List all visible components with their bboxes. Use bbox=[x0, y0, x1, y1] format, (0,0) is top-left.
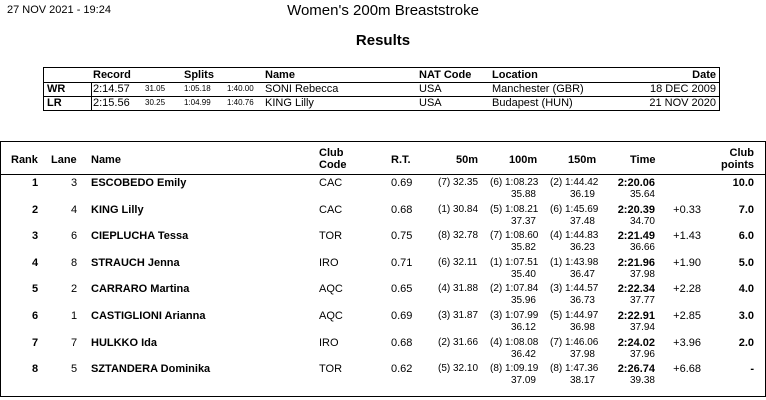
result-split-50: (3) 31.87 bbox=[438, 310, 479, 321]
record-location: Budapest (HUN) bbox=[492, 97, 573, 109]
result-club-code: CAC bbox=[319, 177, 343, 189]
results-col-50m: 50m bbox=[456, 154, 479, 166]
result-swimmer-name: HULKKO Ida bbox=[91, 336, 157, 349]
result-lane: 1 bbox=[71, 310, 78, 322]
record-nat: USA bbox=[419, 83, 442, 95]
records-col-date: Date bbox=[692, 69, 716, 81]
results-col-lane: Lane bbox=[51, 154, 77, 166]
result-split-150-lap: 37.48 bbox=[569, 215, 595, 227]
result-split-100-lap: 35.82 bbox=[510, 242, 536, 254]
results-col-club-2: Code bbox=[319, 159, 347, 171]
result-swimmer-name: STRAUCH Jenna bbox=[91, 256, 180, 269]
result-split-150: (3) 1:44.57 bbox=[550, 283, 599, 295]
result-club-code: IRO bbox=[319, 336, 339, 349]
result-rank: 1 bbox=[32, 177, 39, 189]
result-split-150-lap: 36.23 bbox=[569, 242, 595, 254]
result-reaction-time: 0.62 bbox=[391, 363, 413, 376]
result-swimmer-name: SZTANDERA Dominika bbox=[91, 363, 211, 376]
result-row bbox=[1, 230, 765, 257]
result-split-100-lap: 36.42 bbox=[510, 348, 536, 360]
result-final-lap: 39.38 bbox=[629, 375, 655, 387]
record-type: LR bbox=[47, 97, 62, 109]
record-time: 2:15.56 bbox=[93, 97, 130, 109]
record-nat: USA bbox=[419, 97, 442, 109]
result-time-behind: +1.43 bbox=[673, 230, 701, 243]
result-split-50: (6) 32.11 bbox=[438, 256, 478, 268]
result-lane: 8 bbox=[71, 256, 78, 269]
result-final-time: 2:21.49 bbox=[617, 230, 655, 243]
result-final-time: 2:22.34 bbox=[617, 283, 655, 296]
result-split-50: (2) 31.66 bbox=[438, 336, 479, 348]
result-lane: 7 bbox=[71, 336, 78, 349]
results-col-name: Name bbox=[91, 154, 121, 166]
result-time-behind: +2.85 bbox=[673, 310, 701, 322]
results-header-divider bbox=[1, 174, 765, 175]
result-time-behind: +0.33 bbox=[673, 203, 701, 216]
result-final-time: 2:21.96 bbox=[617, 256, 655, 269]
result-reaction-time: 0.75 bbox=[391, 230, 413, 243]
result-swimmer-name: ESCOBEDO Emily bbox=[91, 177, 187, 189]
result-club-points: 4.0 bbox=[738, 283, 754, 296]
result-split-150-lap: 37.98 bbox=[569, 348, 595, 360]
result-split-50: (1) 30.84 bbox=[438, 203, 479, 215]
result-split-100-lap: 37.37 bbox=[510, 215, 536, 227]
result-time-behind: +3.96 bbox=[673, 336, 701, 349]
result-split-100-lap: 35.40 bbox=[510, 268, 536, 280]
result-split-50: (8) 32.78 bbox=[438, 230, 479, 242]
records-col-nat: NAT Code bbox=[419, 69, 472, 81]
result-split-150: (1) 1:43.98 bbox=[550, 256, 599, 268]
result-club-points: 10.0 bbox=[732, 177, 754, 189]
records-header-row bbox=[44, 68, 719, 83]
result-split-100: (8) 1:09.19 bbox=[490, 363, 539, 375]
result-split-50: (4) 31.88 bbox=[438, 283, 479, 295]
result-row bbox=[1, 310, 765, 337]
result-rank: 6 bbox=[32, 310, 39, 322]
result-final-time: 2:22.91 bbox=[617, 310, 655, 322]
result-row bbox=[1, 283, 765, 310]
page-subtitle: Results bbox=[355, 32, 411, 49]
results-col-150m: 150m bbox=[568, 154, 597, 166]
result-split-150: (2) 1:44.42 bbox=[550, 177, 599, 188]
result-split-150: (7) 1:46.06 bbox=[550, 336, 599, 348]
record-row bbox=[44, 96, 719, 110]
result-split-100-lap: 36.12 bbox=[510, 322, 536, 333]
result-reaction-time: 0.71 bbox=[391, 256, 413, 269]
result-club-points: 6.0 bbox=[738, 230, 754, 243]
result-split-150: (8) 1:47.36 bbox=[550, 363, 599, 375]
results-table bbox=[0, 141, 766, 397]
result-time-behind: +2.28 bbox=[673, 283, 701, 296]
result-club-points: 3.0 bbox=[738, 310, 754, 322]
result-split-100: (1) 1:07.51 bbox=[490, 256, 539, 268]
result-row bbox=[1, 204, 765, 231]
result-split-50: (5) 32.10 bbox=[438, 363, 479, 375]
result-rank: 8 bbox=[32, 363, 39, 376]
result-club-code: TOR bbox=[319, 230, 343, 243]
records-col-record: Record bbox=[93, 69, 131, 81]
result-split-100: (6) 1:08.23 bbox=[490, 177, 539, 188]
result-split-100-lap: 37.09 bbox=[510, 375, 536, 387]
result-reaction-time: 0.69 bbox=[391, 310, 413, 322]
result-final-lap: 35.64 bbox=[629, 189, 655, 200]
record-location: Manchester (GBR) bbox=[492, 83, 584, 95]
result-club-code: IRO bbox=[319, 256, 339, 269]
record-type: WR bbox=[47, 83, 66, 95]
result-time-behind: +6.68 bbox=[673, 363, 701, 376]
results-col-club-1: Club bbox=[319, 147, 344, 159]
result-reaction-time: 0.69 bbox=[391, 177, 413, 189]
result-row bbox=[1, 177, 765, 204]
result-rank: 3 bbox=[32, 230, 39, 243]
record-split-50: 31.05 bbox=[145, 84, 166, 93]
result-row bbox=[1, 363, 765, 390]
result-reaction-time: 0.65 bbox=[391, 283, 413, 296]
record-split-100: 1:04.99 bbox=[184, 98, 211, 107]
result-lane: 5 bbox=[71, 363, 78, 376]
result-club-points: 5.0 bbox=[738, 256, 754, 269]
result-rank: 5 bbox=[32, 283, 39, 296]
result-lane: 3 bbox=[71, 177, 78, 189]
record-split-150: 1:40.00 bbox=[227, 84, 254, 93]
result-split-100: (5) 1:08.21 bbox=[490, 203, 539, 215]
result-split-150: (6) 1:45.69 bbox=[550, 203, 599, 215]
result-final-lap: 34.70 bbox=[629, 215, 655, 227]
result-split-100: (4) 1:08.08 bbox=[490, 336, 539, 348]
result-final-lap: 37.94 bbox=[629, 322, 655, 333]
result-split-150-lap: 38.17 bbox=[569, 375, 595, 387]
records-col-location: Location bbox=[492, 69, 538, 81]
result-split-150-lap: 36.47 bbox=[569, 268, 595, 280]
result-split-100-lap: 35.96 bbox=[510, 295, 536, 307]
result-swimmer-name: CASTIGLIONI Arianna bbox=[91, 310, 206, 322]
result-row bbox=[1, 257, 765, 284]
result-final-time: 2:26.74 bbox=[617, 363, 655, 376]
results-col-time: Time bbox=[630, 154, 656, 166]
result-final-time: 2:24.02 bbox=[617, 336, 655, 349]
result-split-150: (4) 1:44.83 bbox=[550, 230, 599, 242]
result-split-150-lap: 36.98 bbox=[569, 322, 595, 333]
result-swimmer-name: CARRARO Martina bbox=[91, 283, 190, 296]
result-lane: 6 bbox=[71, 230, 78, 243]
result-final-lap: 37.98 bbox=[629, 268, 655, 280]
result-club-code: CAC bbox=[319, 203, 343, 216]
report-datetime: 27 NOV 2021 - 19:24 bbox=[7, 4, 111, 16]
result-rank: 7 bbox=[32, 336, 39, 349]
event-title: Women's 200m Breaststroke bbox=[287, 2, 479, 19]
result-split-150-lap: 36.73 bbox=[569, 295, 595, 307]
records-table bbox=[43, 67, 720, 111]
result-split-100: (3) 1:07.99 bbox=[490, 310, 539, 321]
result-split-150-lap: 36.19 bbox=[569, 189, 595, 200]
record-time: 2:14.57 bbox=[93, 83, 130, 95]
result-club-points: 7.0 bbox=[738, 203, 754, 216]
results-col-rank: Rank bbox=[11, 154, 38, 166]
result-reaction-time: 0.68 bbox=[391, 203, 413, 216]
result-split-100: (2) 1:07.84 bbox=[490, 283, 539, 295]
result-row bbox=[1, 337, 765, 364]
record-holder-name: SONI Rebecca bbox=[265, 83, 339, 95]
record-date: 18 DEC 2009 bbox=[649, 83, 716, 95]
result-lane: 4 bbox=[71, 203, 78, 216]
record-split-150: 1:40.76 bbox=[227, 98, 254, 107]
result-split-100-lap: 35.88 bbox=[510, 189, 536, 200]
result-lane: 2 bbox=[71, 283, 78, 296]
records-col-splits: Splits bbox=[184, 69, 214, 81]
results-col-points-2: points bbox=[721, 159, 754, 171]
result-club-code: AQC bbox=[319, 310, 343, 322]
results-col-points-1: Club bbox=[729, 147, 754, 159]
results-col-rt: R.T. bbox=[391, 154, 411, 166]
result-split-50: (7) 32.35 bbox=[438, 177, 479, 188]
result-club-code: AQC bbox=[319, 283, 343, 296]
results-col-100m: 100m bbox=[509, 154, 538, 166]
result-club-points: 2.0 bbox=[738, 336, 754, 349]
result-rank: 4 bbox=[32, 256, 39, 269]
records-col-name: Name bbox=[265, 69, 295, 81]
record-row bbox=[44, 82, 719, 97]
result-final-time: 2:20.39 bbox=[617, 203, 655, 216]
result-swimmer-name: KING Lilly bbox=[91, 203, 144, 216]
result-split-100: (7) 1:08.60 bbox=[490, 230, 539, 242]
result-club-code: TOR bbox=[319, 363, 343, 376]
result-time-behind: +1.90 bbox=[673, 256, 701, 269]
result-rank: 2 bbox=[32, 203, 39, 216]
record-split-50: 30.25 bbox=[145, 98, 166, 107]
result-final-lap: 36.66 bbox=[629, 242, 655, 254]
record-date: 21 NOV 2020 bbox=[649, 97, 716, 109]
result-final-lap: 37.96 bbox=[629, 348, 655, 360]
result-club-points: - bbox=[750, 363, 754, 376]
result-swimmer-name: CIEPLUCHA Tessa bbox=[91, 230, 189, 243]
record-split-100: 1:05.18 bbox=[184, 84, 211, 93]
record-holder-name: KING Lilly bbox=[265, 97, 314, 109]
result-final-time: 2:20.06 bbox=[617, 177, 655, 189]
result-split-150: (5) 1:44.97 bbox=[550, 310, 599, 321]
result-final-lap: 37.77 bbox=[629, 295, 655, 307]
result-reaction-time: 0.68 bbox=[391, 336, 413, 349]
